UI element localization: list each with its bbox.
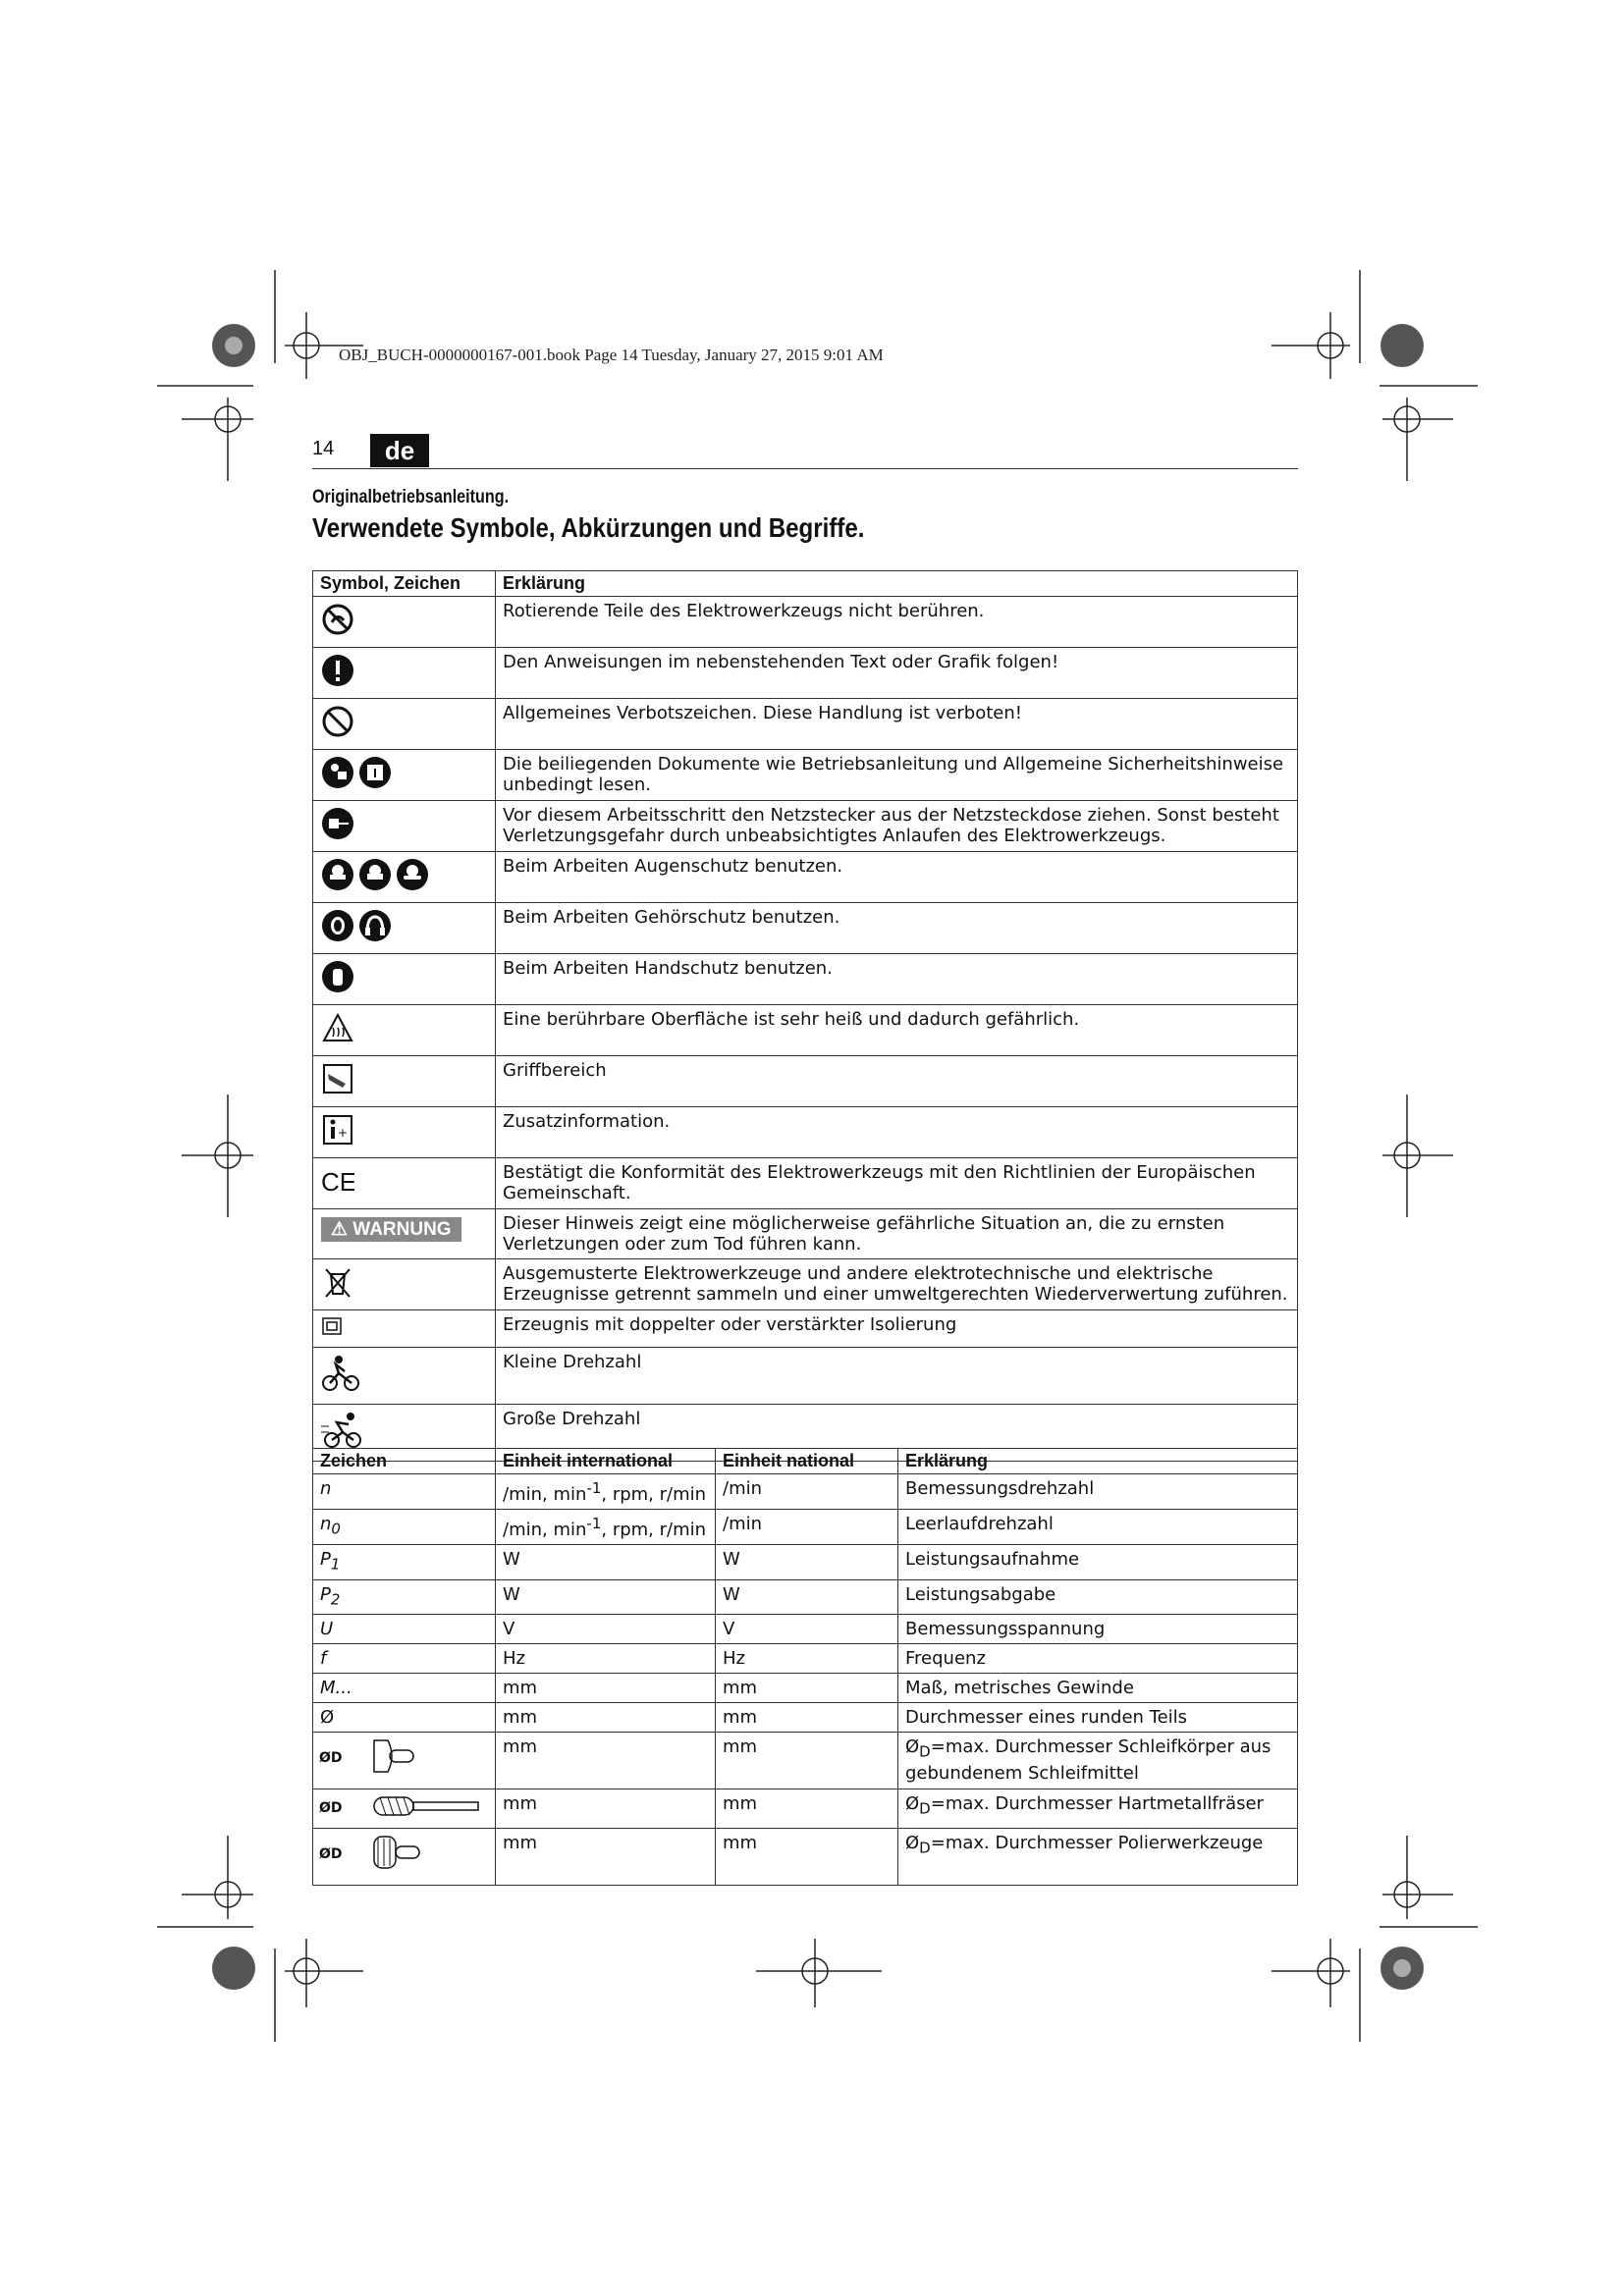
unit-sign — [313, 1789, 496, 1829]
unit-table — [312, 1448, 1298, 1886]
unit-international: Hz — [496, 1644, 716, 1674]
header-unit-national: Einheit national — [716, 1449, 898, 1474]
symbol-cell — [313, 801, 496, 852]
symbol-explanation: Beim Arbeiten Handschutz benutzen. — [496, 954, 1298, 1005]
unit-international: W — [496, 1579, 716, 1615]
symbol-explanation: Griffbereich — [496, 1056, 1298, 1107]
unit-national: mm — [716, 1703, 898, 1733]
unit-row — [313, 1579, 1298, 1615]
symbol-explanation: Vor diesem Arbeitsschritt den Netzstecker aus der Netzsteckdose ziehen. Sonst besteht Verletzungsgefahr durch unbeabsichtigtes Anlaufen des Elektrowerkzeugs. — [496, 801, 1298, 852]
info-icon — [321, 1113, 354, 1151]
svg-text:+: + — [338, 1126, 349, 1140]
header-explanation: Erklärung — [496, 571, 1298, 597]
symbol-explanation: Erzeugnis mit doppelter oder verstärkter Isolierung — [496, 1310, 1298, 1348]
unit-explanation: Leistungsaufnahme — [898, 1545, 1298, 1580]
unit-international: mm — [496, 1674, 716, 1703]
unit-sign: U — [313, 1615, 496, 1644]
exclamation-icon — [321, 654, 354, 692]
symbol-explanation: Eine berührbare Oberfläche ist sehr heiß und dadurch gefährlich. — [496, 1005, 1298, 1056]
unit-explanation: Leerlaufdrehzahl — [898, 1510, 1298, 1545]
safety-glasses-icon — [396, 858, 429, 896]
unit-sign — [313, 1829, 496, 1886]
header-symbol: Symbol, Zeichen — [313, 571, 496, 597]
symbol-row — [313, 1056, 1298, 1107]
symbol-row — [313, 1310, 1298, 1348]
symbol-table-header — [313, 571, 1298, 597]
unit-explanation: Durchmesser eines runden Teils — [898, 1703, 1298, 1733]
earmuffs-icon — [358, 909, 392, 947]
symbol-cell — [313, 1158, 496, 1209]
unit-row — [313, 1703, 1298, 1733]
grinding-body-diagram — [345, 1735, 443, 1783]
unit-row — [313, 1545, 1298, 1580]
unit-row — [313, 1674, 1298, 1703]
unit-row — [313, 1789, 1298, 1829]
section-title: Verwendete Symbole, Abkürzungen und Begriffe. — [312, 512, 865, 543]
unit-national: W — [716, 1579, 898, 1615]
unit-international: V — [496, 1615, 716, 1644]
header-unit-international: Einheit international — [496, 1449, 716, 1474]
diameter-label: ØD — [319, 1750, 343, 1767]
read-manual-book-icon — [358, 756, 392, 794]
symbol-row — [313, 1005, 1298, 1056]
language-badge: de — [370, 434, 429, 467]
unit-sign: $n_0$ — [313, 1510, 496, 1545]
symbol-row — [313, 597, 1298, 648]
unit-national: mm — [716, 1829, 898, 1886]
symbol-cell — [313, 648, 496, 699]
symbol-cell — [313, 1348, 496, 1405]
diameter-label: ØD — [319, 1846, 343, 1863]
symbol-explanation: Den Anweisungen im nebenstehenden Text oder Grafik folgen! — [496, 648, 1298, 699]
carbide-cutter-diagram — [345, 1791, 482, 1826]
unit-sign: M... — [313, 1674, 496, 1703]
diameter-label: ØD — [319, 1800, 343, 1817]
symbol-row — [313, 801, 1298, 852]
unit-explanation: $Ø_D=\max$. Durchmesser Hartmetallfräser — [898, 1789, 1298, 1829]
unit-international: mm — [496, 1733, 716, 1789]
unit-national: /min — [716, 1474, 898, 1510]
unit-sign: $P_2$ — [313, 1579, 496, 1615]
symbol-cell — [313, 903, 496, 954]
read-manual-person-icon — [321, 756, 354, 794]
unit-explanation: Leistungsabgabe — [898, 1579, 1298, 1615]
symbol-row — [313, 954, 1298, 1005]
double-insulation-icon — [321, 1316, 343, 1341]
symbol-explanation: Allgemeines Verbotszeichen. Diese Handlung ist verboten! — [496, 699, 1298, 750]
unit-international: /min, $\min^{-1}$, rpm, r/min — [496, 1510, 716, 1545]
unit-national: Hz — [716, 1644, 898, 1674]
unit-row — [313, 1829, 1298, 1886]
unit-row — [313, 1733, 1298, 1789]
symbol-explanation: Ausgemusterte Elektrowerkzeuge und andere elektrotechnische und elektrische Erzeugnisse getrennt sammeln und einer umweltgerechten Wiederverwertung zuführen. — [496, 1259, 1298, 1310]
unit-explanation: Bemessungsdrehzahl — [898, 1474, 1298, 1510]
unit-national: mm — [716, 1733, 898, 1789]
symbol-cell — [313, 699, 496, 750]
symbol-row — [313, 1259, 1298, 1310]
symbol-cell — [313, 1259, 496, 1310]
symbol-cell — [313, 1209, 496, 1259]
symbol-table — [312, 570, 1298, 1462]
unit-row — [313, 1615, 1298, 1644]
symbol-explanation: Bestätigt die Konformität des Elektrowerkzeugs mit den Richtlinien der Europäischen Gemeinschaft. — [496, 1158, 1298, 1209]
symbol-row — [313, 903, 1298, 954]
face-shield-icon — [358, 858, 392, 896]
unit-row — [313, 1644, 1298, 1674]
header-rule — [312, 468, 1298, 469]
unit-national: /min — [716, 1510, 898, 1545]
unplug-icon — [321, 807, 354, 845]
svg-text:CE: CE — [321, 1167, 354, 1197]
unit-explanation: $Ø_D=\max$. Durchmesser Polierwerkzeuge — [898, 1829, 1298, 1886]
symbol-explanation: Beim Arbeiten Augenschutz benutzen. — [496, 852, 1298, 903]
unit-national: mm — [716, 1674, 898, 1703]
document-subtitle: Originalbetriebsanleitung. — [312, 487, 510, 507]
symbol-row — [313, 1107, 1298, 1158]
symbol-cell — [313, 852, 496, 903]
print-header: OBJ_BUCH-0000000167-001.book Page 14 Tuesday, January 27, 2015 9:01 AM — [339, 346, 884, 364]
symbol-row — [313, 1158, 1298, 1209]
unit-national: mm — [716, 1789, 898, 1829]
unit-sign — [313, 1733, 496, 1789]
unit-international: mm — [496, 1829, 716, 1886]
hot-surface-icon — [321, 1011, 354, 1049]
header-explanation: Erklärung — [898, 1449, 1298, 1474]
unit-row — [313, 1510, 1298, 1545]
warning-label: ⚠ WARNUNG — [321, 1217, 461, 1242]
slow-cyclist-icon — [321, 1354, 360, 1398]
unit-international: /min, $\min^{-1}$, rpm, r/min — [496, 1474, 716, 1510]
symbol-explanation: Beim Arbeiten Gehörschutz benutzen. — [496, 903, 1298, 954]
symbol-cell — [313, 1005, 496, 1056]
symbol-row — [313, 1348, 1298, 1405]
unit-explanation: Frequenz — [898, 1644, 1298, 1674]
symbol-explanation: Dieser Hinweis zeigt eine möglicherweise gefährliche Situation an, die zu ernsten Verletzungen oder zum Tod führen kann. — [496, 1209, 1298, 1259]
unit-international: mm — [496, 1789, 716, 1829]
unit-national: V — [716, 1615, 898, 1644]
no-touch-rotating-icon — [321, 603, 354, 641]
unit-sign: Ø — [313, 1703, 496, 1733]
earplugs-icon — [321, 909, 354, 947]
symbol-cell — [313, 1107, 496, 1158]
symbol-explanation: Zusatzinformation. — [496, 1107, 1298, 1158]
symbol-row — [313, 852, 1298, 903]
symbol-explanation: Kleine Drehzahl — [496, 1348, 1298, 1405]
unit-sign: f — [313, 1644, 496, 1674]
unit-explanation: Bemessungsspannung — [898, 1615, 1298, 1644]
polishing-tool-diagram — [345, 1831, 443, 1879]
goggles-icon — [321, 858, 354, 896]
symbol-row — [313, 699, 1298, 750]
unit-international: W — [496, 1545, 716, 1580]
gloves-icon — [321, 960, 354, 998]
unit-sign: n — [313, 1474, 496, 1510]
unit-national: W — [716, 1545, 898, 1580]
symbol-row — [313, 1209, 1298, 1259]
symbol-cell — [313, 954, 496, 1005]
prohibition-icon — [321, 705, 354, 743]
grip-area-icon — [321, 1062, 354, 1100]
symbol-explanation: Große Drehzahl — [496, 1405, 1298, 1462]
symbol-row — [313, 648, 1298, 699]
unit-table-header — [313, 1449, 1298, 1474]
unit-explanation: $Ø_D=\max$. Durchmesser Schleifkörper aus gebundenem Schleifmittel — [898, 1733, 1298, 1789]
symbol-explanation: Rotierende Teile des Elektrowerkzeugs nicht berühren. — [496, 597, 1298, 648]
ce-mark-icon — [321, 1164, 354, 1202]
unit-explanation: Maß, metrisches Gewinde — [898, 1674, 1298, 1703]
symbol-cell — [313, 1310, 496, 1348]
unit-row — [313, 1474, 1298, 1510]
header-sign: Zeichen — [313, 1449, 496, 1474]
symbol-explanation: Die beiliegenden Dokumente wie Betriebsanleitung und Allgemeine Sicherheitshinweise unbedingt lesen. — [496, 750, 1298, 801]
symbol-cell — [313, 1056, 496, 1107]
symbol-cell — [313, 750, 496, 801]
page-number: 14 — [312, 438, 335, 459]
symbol-row — [313, 750, 1298, 801]
symbol-cell — [313, 597, 496, 648]
unit-sign: $P_1$ — [313, 1545, 496, 1580]
unit-international: mm — [496, 1703, 716, 1733]
crossed-bin-icon — [321, 1265, 354, 1304]
